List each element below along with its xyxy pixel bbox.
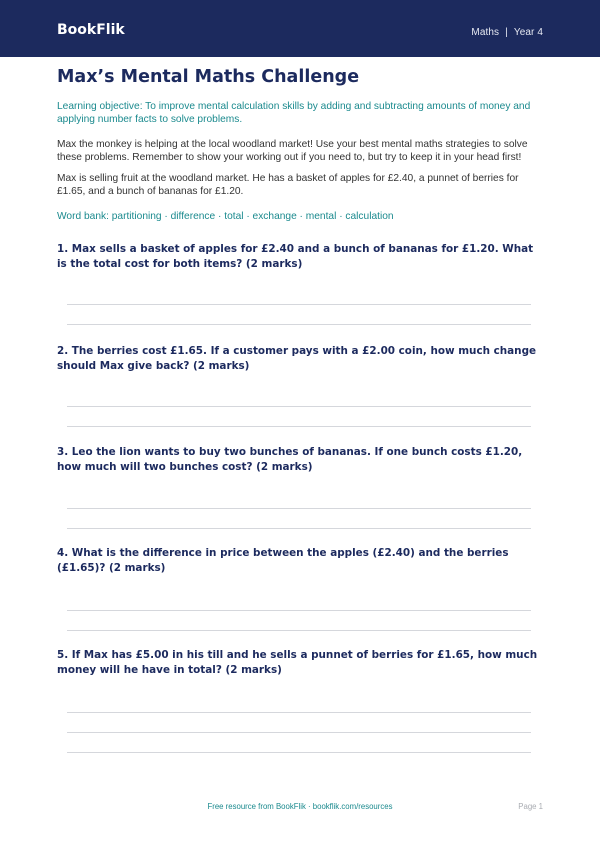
answer-line[interactable]: [67, 630, 531, 631]
answer-line[interactable]: [67, 324, 531, 325]
question-4: 4. What is the difference in price between the apples (£2.40) and the berries (£1.65)? (2 marks): [57, 547, 509, 574]
answer-line[interactable]: [67, 752, 531, 753]
learning-objective: Learning objective: To improve mental calculation skills by adding and subtracting amounts of money and applying number facts to solve problems.: [57, 101, 531, 125]
context-text: Max is selling fruit at the woodland market. He has a basket of apples for £2.40, a punnet of berries for £1.65, and a bunch of bananas for £1.20.: [57, 173, 519, 197]
intro-text: Max the monkey is helping at the local woodland market! Use your best mental maths strategies to solve these problems. Remember to show your working out if you need to, but try to keep it in your head first!: [57, 139, 528, 163]
footer-source-link[interactable]: Free resource from BookFlik · bookflik.com/resources: [207, 802, 393, 811]
worksheet-title: Max’s Mental Maths Challenge: [57, 67, 360, 87]
year-label: Year 4: [513, 27, 543, 38]
answer-line[interactable]: [67, 732, 531, 733]
question-2: 2. The berries cost £1.65. If a customer pays with a £2.00 coin, how much change should Max give back? (2 marks): [57, 345, 537, 372]
word-bank: Word bank: partitioning · difference · total · exchange · mental · calculation: [57, 211, 394, 222]
answer-line[interactable]: [67, 528, 531, 529]
brand-logo[interactable]: BookFlik: [57, 22, 125, 38]
answer-line[interactable]: [67, 508, 531, 509]
header-separator: |: [505, 27, 508, 38]
answer-line[interactable]: [67, 406, 531, 407]
question-3: 3. Leo the lion wants to buy two bunches of bananas. If one bunch costs £1.20, how much will two bunches cost? (2 marks): [57, 446, 523, 473]
subject-year-label: [471, 27, 543, 38]
page-number: Page 1: [518, 802, 543, 811]
question-5: 5. If Max has £5.00 in his till and he sells a punnet of berries for £1.65, how much money will he have in total? (2 marks): [57, 649, 538, 676]
answer-line[interactable]: [67, 610, 531, 611]
subject-label: Maths: [471, 27, 500, 38]
header-bar: [0, 0, 600, 57]
question-1: 1. Max sells a basket of apples for £2.40 and a bunch of bananas for £1.20. What is the total cost for both items? (2 marks): [57, 243, 534, 270]
answer-line[interactable]: [67, 426, 531, 427]
answer-line[interactable]: [67, 712, 531, 713]
answer-line[interactable]: [67, 304, 531, 305]
